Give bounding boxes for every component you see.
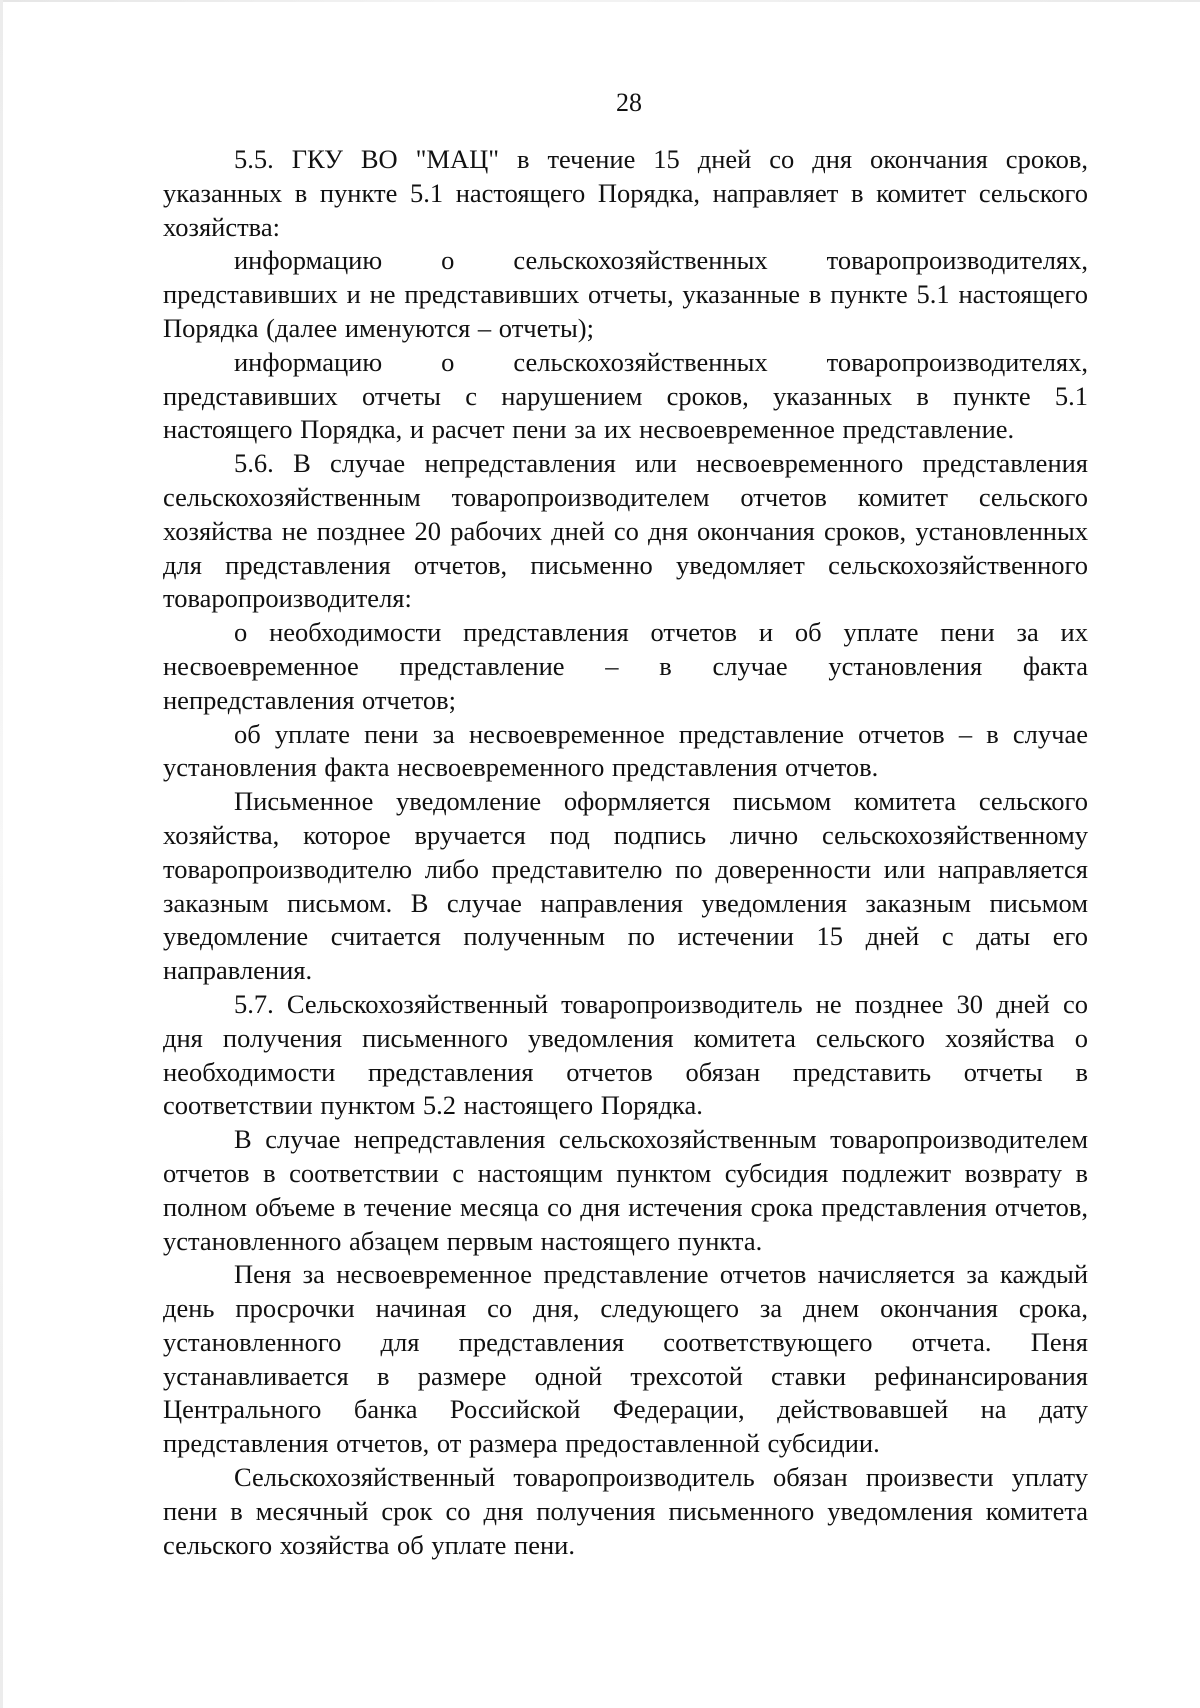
paragraph-info-late: информацию о сельскохозяйственных товаропроизводителях, представивших отчеты с нарушением сроков, указанных в пункте 5.1 настоящего Порядка, и расчет пени за их несвоевременное представление. [163,346,1088,445]
paragraph-notice-late: об уплате пени за несвоевременное представление отчетов – в случае установления факта несвоевременного представления отчетов. [163,718,1088,783]
paragraph-info-submitted: информацию о сельскохозяйственных товаропроизводителях, представивших и не представивших отчеты, указанные в пункте 5.1 настоящего Порядка (далее именуются – отчеты); [163,245,1088,343]
paragraph-subsidy-return: В случае непредставления сельскохозяйственным товаропроизводителем отчетов в соответствии с настоящим пунктом субсидия подлежит возврату в полном объеме в течение месяца со дня истечения срока представления отчетов, установленного абзацем первым настоящего пункта. [163,1124,1088,1256]
paragraph-penalty-payment: Сельскохозяйственный товаропроизводитель обязан произвести уплату пени в месячный срок со дня получения письменного уведомления комитета сельского хозяйства об уплате пени. [163,1462,1088,1560]
paragraph-penalty-accrual: Пеня за несвоевременное представление отчетов начисляется за каждый день просрочки начиная со дня, следующего за днем окончания срока, установленного для представления соответствующего отчета. Пеня устанавливается в размере одной трехсотой ставки рефинансирования Центрального банка Российской Федерации, действовавшей на дату представления отчетов, от размера предоставленной субсидии. [163,1259,1088,1459]
paragraph-5-6: 5.6. В случае непредставления или несвоевременного представления сельскохозяйственным товаропроизводителем отчетов комитет сельского хозяйства не позднее 20 рабочих дней со дня окончания сроков, установленных для представления отчетов, письменно уведомляет сельскохозяйственного товаропроизводителя: [163,448,1088,614]
paragraph-5-5: 5.5. ГКУ ВО "МАЦ" в течение 15 дней со дня окончания сроков, указанных в пункте 5.1 настоящего Порядка, направляет в комитет сельского хозяйства: [163,144,1088,242]
page-number: 28 [616,88,642,117]
paragraph-5-7: 5.7. Сельскохозяйственный товаропроизводитель не позднее 30 дней со дня получения письменного уведомления комитета сельского хозяйства о необходимости представления отчетов обязан представить отчеты в соответствии пунктом 5.2 настоящего Порядка. [163,988,1088,1121]
scan-edge-top [0,0,1200,2]
paragraph-notice-missing: о необходимости представления отчетов и об уплате пени за их несвоевременное представление – в случае установления факта непредставления отчетов; [163,617,1088,715]
document-body [163,143,1088,1562]
scan-edge-left [0,0,3,1708]
paragraph-written-notice: Письменное уведомление оформляется письмом комитета сельского хозяйства, которое вручается под подпись лично сельскохозяйственному товаропроизводителю либо представителю по доверенности или направляется заказным письмом. В случае направления уведомления заказным письмом уведомление считается полученным по истечении 15 дней с даты его направления. [163,786,1088,986]
